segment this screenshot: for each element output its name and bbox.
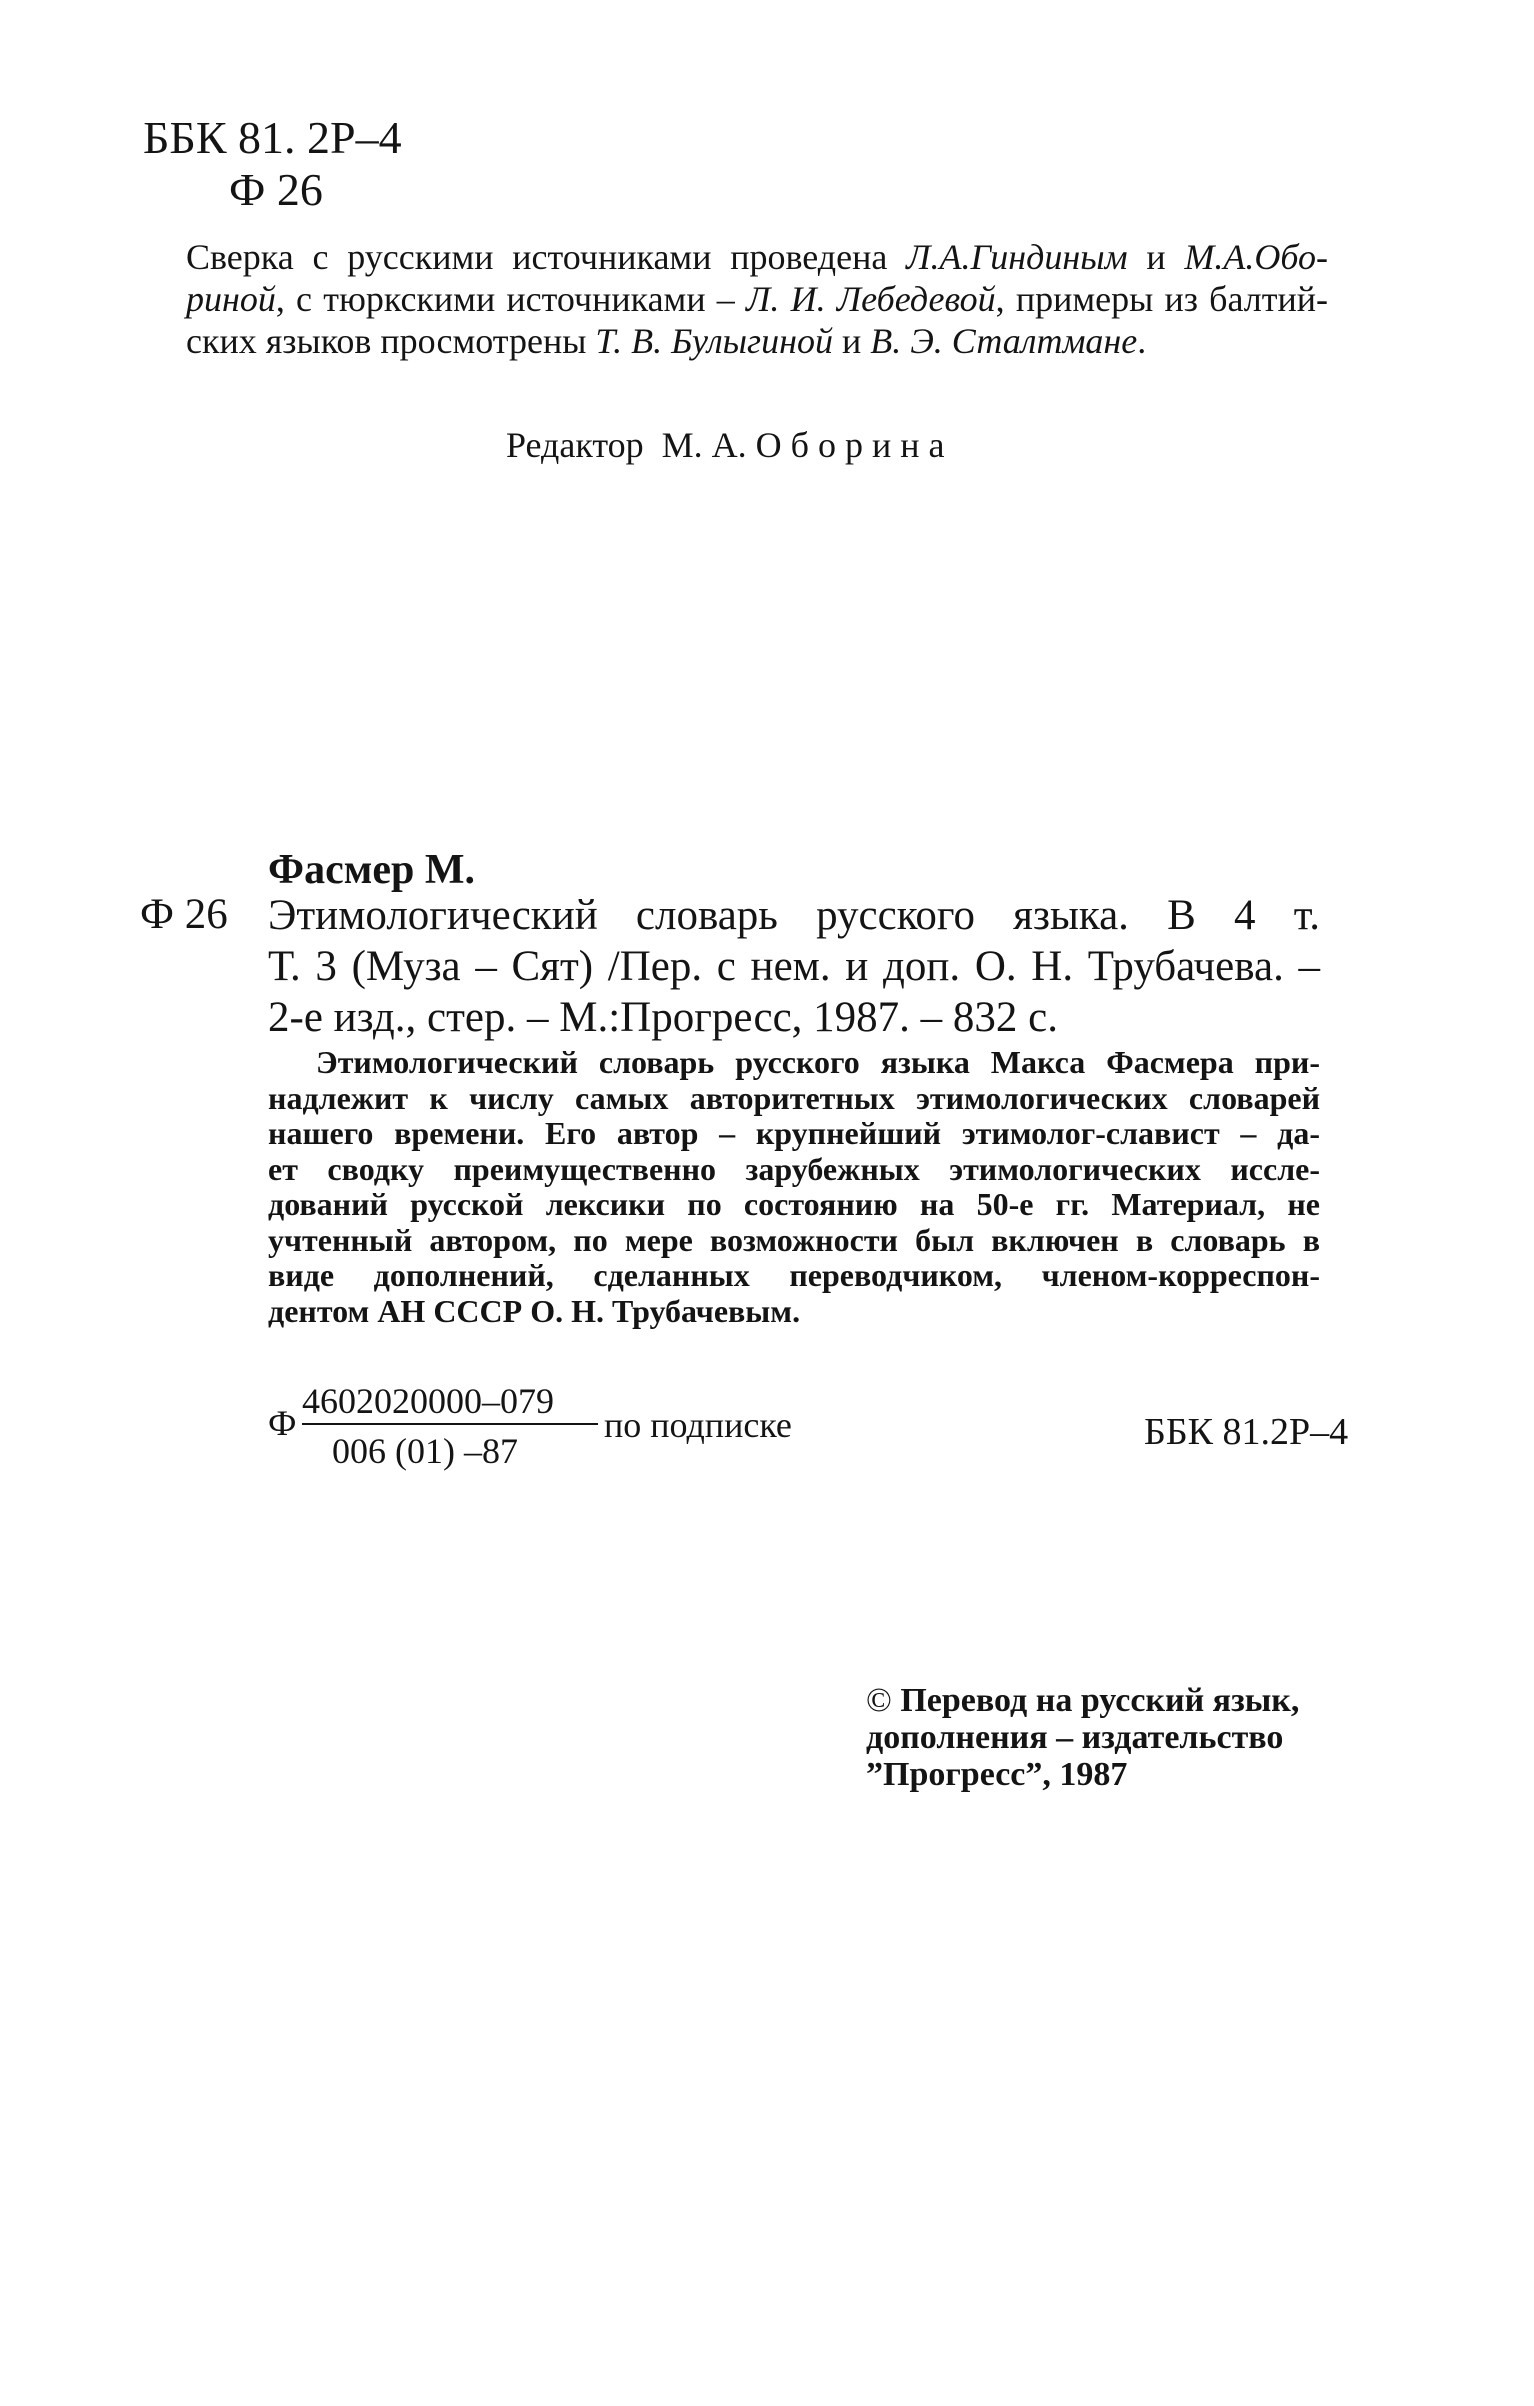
- subscription-note: по подписке: [604, 1405, 792, 1445]
- index-prefix: Ф: [268, 1403, 297, 1443]
- copyright-notice: [866, 1682, 1299, 1793]
- copyright-line: ”Прогресс”, 1987: [866, 1756, 1128, 1793]
- bbk-code: ББК 81. 2Р–4: [143, 112, 402, 163]
- copyright-line: дополнения – издательство: [866, 1719, 1284, 1756]
- annotation-line: Этимологический словарь русского языка Макса Фасмера при-: [316, 1044, 1320, 1080]
- verification-credits: [178, 236, 1328, 362]
- catalog-line: 2-е изд., стер. – М.:Прогресс, 1987. – 832 с.: [268, 994, 1058, 1041]
- catalog-line: Т. 3 (Муза – Сят) /Пер. с нем. и доп. О. Н. Трубачева. –: [268, 943, 1320, 990]
- index-numerator: 4602020000–079: [302, 1381, 554, 1421]
- credits-line: Сверка с русскими источниками проведена Л.А.Гиндиным и М.А.Обо-: [186, 237, 1329, 277]
- publication-index: [268, 1380, 1358, 1470]
- annotation-line: дований русской лексики по состоянию на 50-е гг. Материал, не: [268, 1186, 1320, 1222]
- catalog-code: Ф 26: [140, 891, 228, 938]
- index-denominator: 006 (01) –87: [332, 1431, 518, 1471]
- editor-line: [506, 424, 944, 466]
- annotation-line: виде дополнений, сделанных переводчиком, членом-корреспон-: [268, 1257, 1320, 1293]
- annotation-line: ет сводку преимущественно зарубежных этимологических иссле-: [268, 1150, 1320, 1187]
- editor-name: М. А. О б о р и н а: [661, 425, 945, 465]
- annotation-line: учтенный автором, по мере возможности был включен в словарь в: [268, 1221, 1320, 1258]
- catalog-description: [268, 890, 1320, 1043]
- author-mark: Ф 26: [229, 164, 323, 215]
- copyright-line: © Перевод на русский язык,: [866, 1682, 1300, 1719]
- credit-name: риной: [186, 279, 276, 319]
- copyright-icon: ©: [866, 1682, 892, 1719]
- credit-name: Т. В. Булыгиной: [595, 321, 833, 361]
- bbk-code-bottom: ББК 81.2Р–4: [1144, 1411, 1349, 1453]
- fraction-rule: [302, 1423, 598, 1425]
- catalog-author: Фасмер М.: [268, 847, 475, 893]
- credits-line: ских языков просмотрены Т. В. Булыгиной и В. Э. Сталтмане.: [186, 321, 1147, 361]
- catalog-line: Этимологический словарь русского языка. В 4 т.: [268, 892, 1320, 939]
- editor-label: Редактор: [506, 425, 644, 465]
- credit-name: В. Э. Сталтмане: [870, 321, 1138, 361]
- annotation-line: надлежит к числу самых авторитетных этимологических словарей: [268, 1079, 1320, 1116]
- annotation-line: дентом АН СССР О. Н. Трубачевым.: [268, 1292, 801, 1329]
- credit-name: Л. И. Лебедевой: [746, 279, 996, 319]
- credits-line: риной, с тюркскими источниками – Л. И. Лебедевой, примеры из балтий-: [186, 279, 1328, 319]
- annotation: [268, 1045, 1320, 1329]
- credit-name: Л.А.Гиндиным: [906, 237, 1128, 277]
- annotation-line: нашего времени. Его автор – крупнейший этимолог-славист – да-: [268, 1115, 1320, 1151]
- bbk-classification: [143, 112, 402, 216]
- credit-name: М.А.Обо-: [1184, 237, 1329, 277]
